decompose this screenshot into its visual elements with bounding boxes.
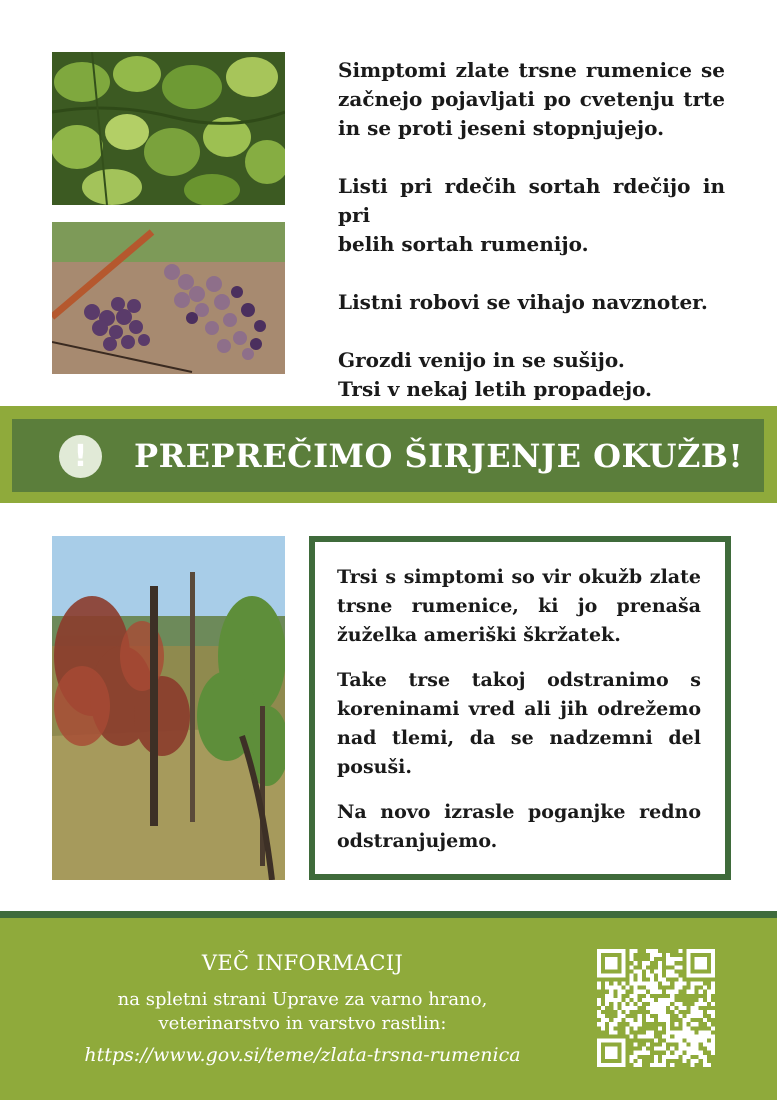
text-line: Simptomi zlate trsne rumenice se (338, 58, 725, 82)
text-line: Trsi v nekaj letih propadejo. (338, 377, 653, 401)
footer (0, 918, 777, 1100)
footer-text-line: na spletni strani Uprave za varno hrano, (117, 989, 488, 1010)
exclamation-icon: ! (59, 435, 102, 478)
footer-heading: VEČ INFORMACIJ (201, 951, 404, 975)
symptoms-paragraph-3: Listni robovi se vihajo navznoter. (338, 290, 708, 314)
symptoms-paragraph-4 (338, 346, 725, 404)
footer-text-line: veterinarstvo in varstvo rastlin: (158, 1013, 447, 1034)
text-line: in se proti jeseni stopnjujejo. (338, 116, 665, 140)
vineyard-photo (52, 536, 285, 880)
text-line: začnejo pojavljati po cvetenju trte (338, 87, 725, 111)
footer-divider (0, 911, 777, 918)
text-line: Grozdi venijo in se sušijo. (338, 348, 625, 372)
info-paragraph-2: Take trse takoj odstranimo s koreninami vred ali jih odrežemo nad tlemi, da se nadzemni del posuši. (337, 669, 701, 778)
banner-title: PREPREČIMO ŠIRJENJE OKUŽB! (134, 437, 743, 475)
prevention-info-box (309, 536, 731, 880)
symptoms-text (338, 56, 725, 404)
text-line: belih sortah rumenijo. (338, 232, 589, 256)
symptoms-paragraph-1 (338, 56, 725, 143)
grapevine-leaves-photo (52, 52, 285, 205)
info-link[interactable]: https://www.gov.si/teme/zlata-trsna-rumenica (84, 1044, 521, 1066)
withered-grapes-photo (52, 222, 285, 374)
qr-code[interactable] (597, 949, 715, 1067)
text-line: Listi pri rdečih sortah rdečijo in pri (338, 174, 725, 227)
footer-description (0, 988, 605, 1036)
info-paragraph-1: Trsi s simptomi so vir okužb zlate trsne rumenice, ki jo prenaša žuželka ameriški škržatek. (337, 566, 701, 646)
symptoms-paragraph-2 (338, 172, 725, 259)
info-paragraph-3: Na novo izrasle poganjke redno odstranjujemo. (337, 801, 701, 852)
